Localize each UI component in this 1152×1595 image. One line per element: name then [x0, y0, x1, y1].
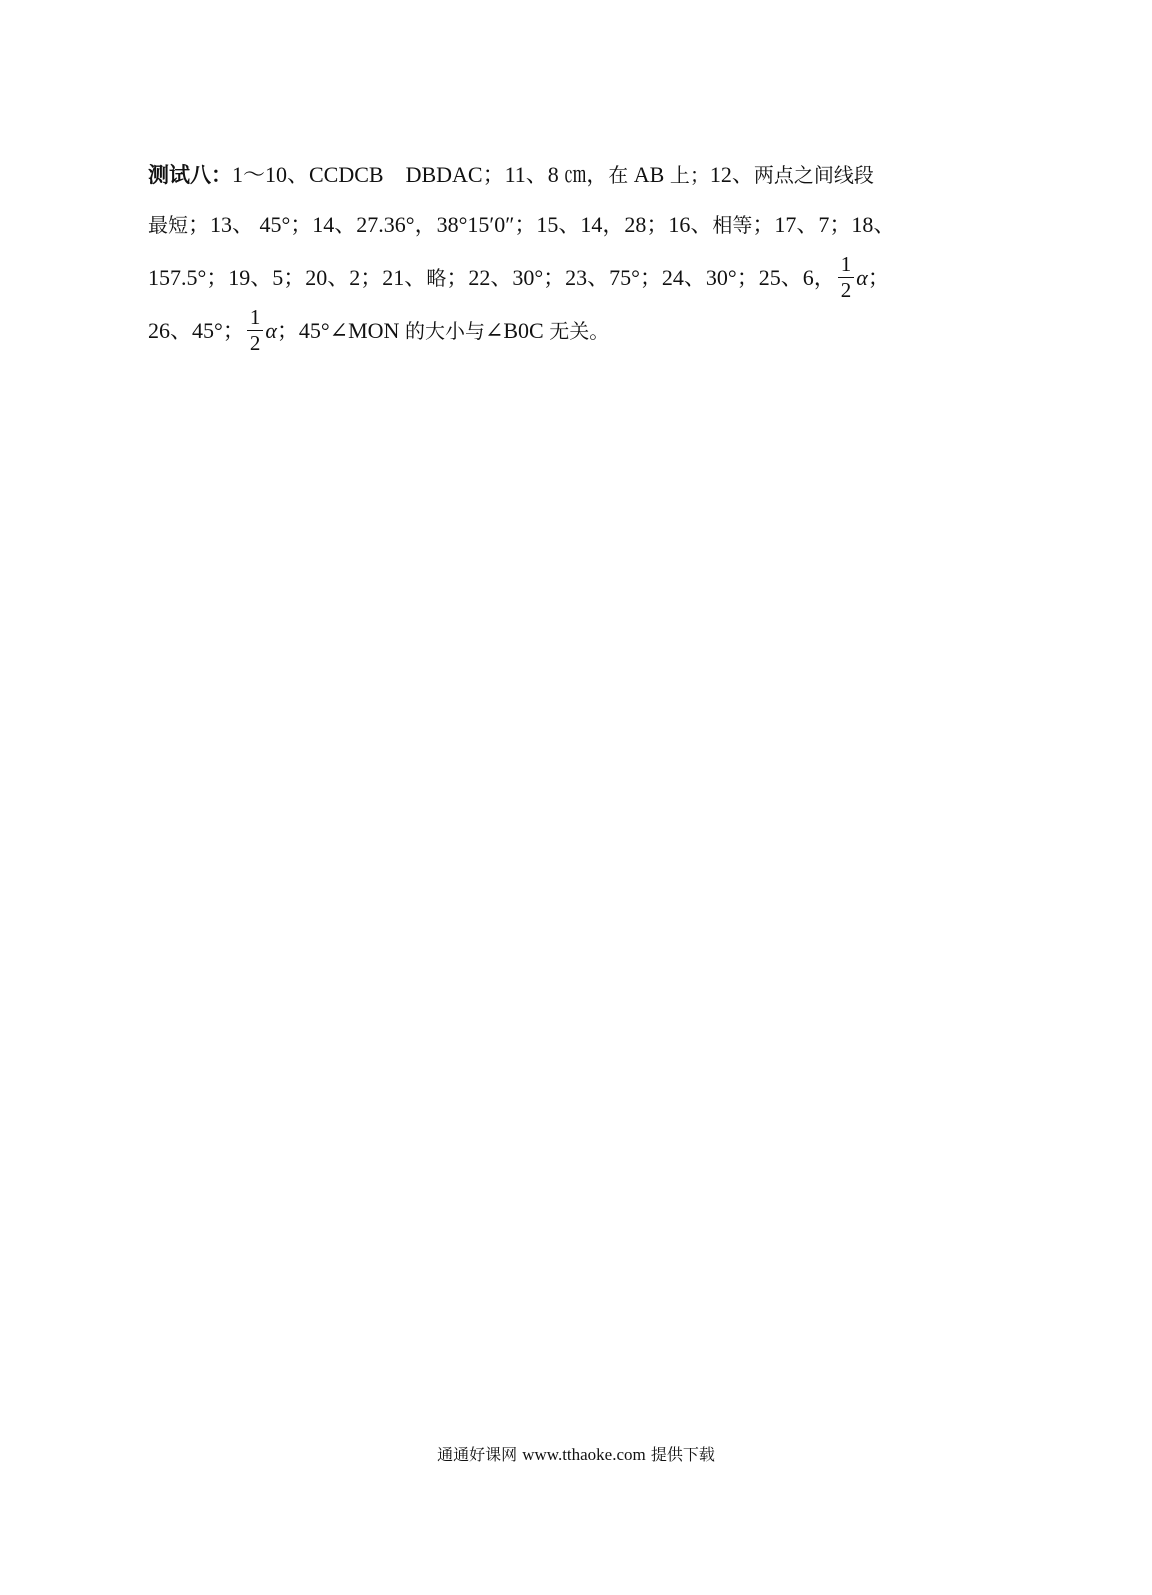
answer-text: 无关。	[549, 319, 610, 343]
fraction-denominator: 2	[840, 278, 852, 303]
answer-text: ；45°∠MON	[276, 318, 405, 343]
alpha-variable: α	[856, 265, 868, 290]
answer-text: ；	[867, 265, 890, 290]
test-heading: 测试八：	[148, 163, 232, 187]
answer-text: ；22、30°；23、75°；24、30°；25、6，	[446, 265, 836, 290]
answer-line-4	[148, 306, 998, 356]
footer-suffix: 提供下载	[650, 1445, 715, 1464]
answer-line-2	[148, 200, 998, 250]
answer-text: 157.5°；19、5；20、2；21、	[148, 265, 427, 290]
answer-text: 12、	[709, 162, 754, 187]
answer-text: 最短	[148, 213, 188, 237]
answer-text: 1～10、CCDCB DBDAC；11、8 ㎝，	[232, 162, 609, 187]
answer-text: 相等	[712, 213, 753, 237]
fraction-numerator: 1	[247, 307, 264, 331]
fraction-half	[838, 254, 855, 301]
fraction-numerator: 1	[838, 254, 855, 278]
answer-key	[148, 150, 998, 356]
answer-line-1	[148, 150, 998, 200]
answer-text: ；13、 45°；14、27.36°，38°15′0″；15、14，28；16、	[188, 212, 713, 237]
answer-text: 两点之间线段	[753, 163, 874, 187]
answer-line-3	[148, 253, 998, 303]
answer-text: 略	[426, 266, 447, 290]
fraction-denominator: 2	[249, 331, 261, 356]
answer-text: 的大小与	[404, 319, 485, 343]
answer-text: ；17、7；18、	[752, 212, 896, 237]
answer-text: 在	[608, 163, 629, 187]
alpha-variable: α	[265, 318, 277, 343]
answer-text: 上；	[669, 163, 710, 187]
answer-text: AB	[628, 162, 670, 187]
footer-site-name: 通通好课网	[437, 1445, 518, 1464]
fraction-half	[247, 307, 264, 354]
answer-text: 26、45°；	[148, 318, 245, 343]
page-footer	[0, 1442, 1152, 1465]
answer-text: ∠B0C	[484, 318, 550, 343]
footer-url-link[interactable]: www.tthaoke.com	[522, 1445, 646, 1464]
